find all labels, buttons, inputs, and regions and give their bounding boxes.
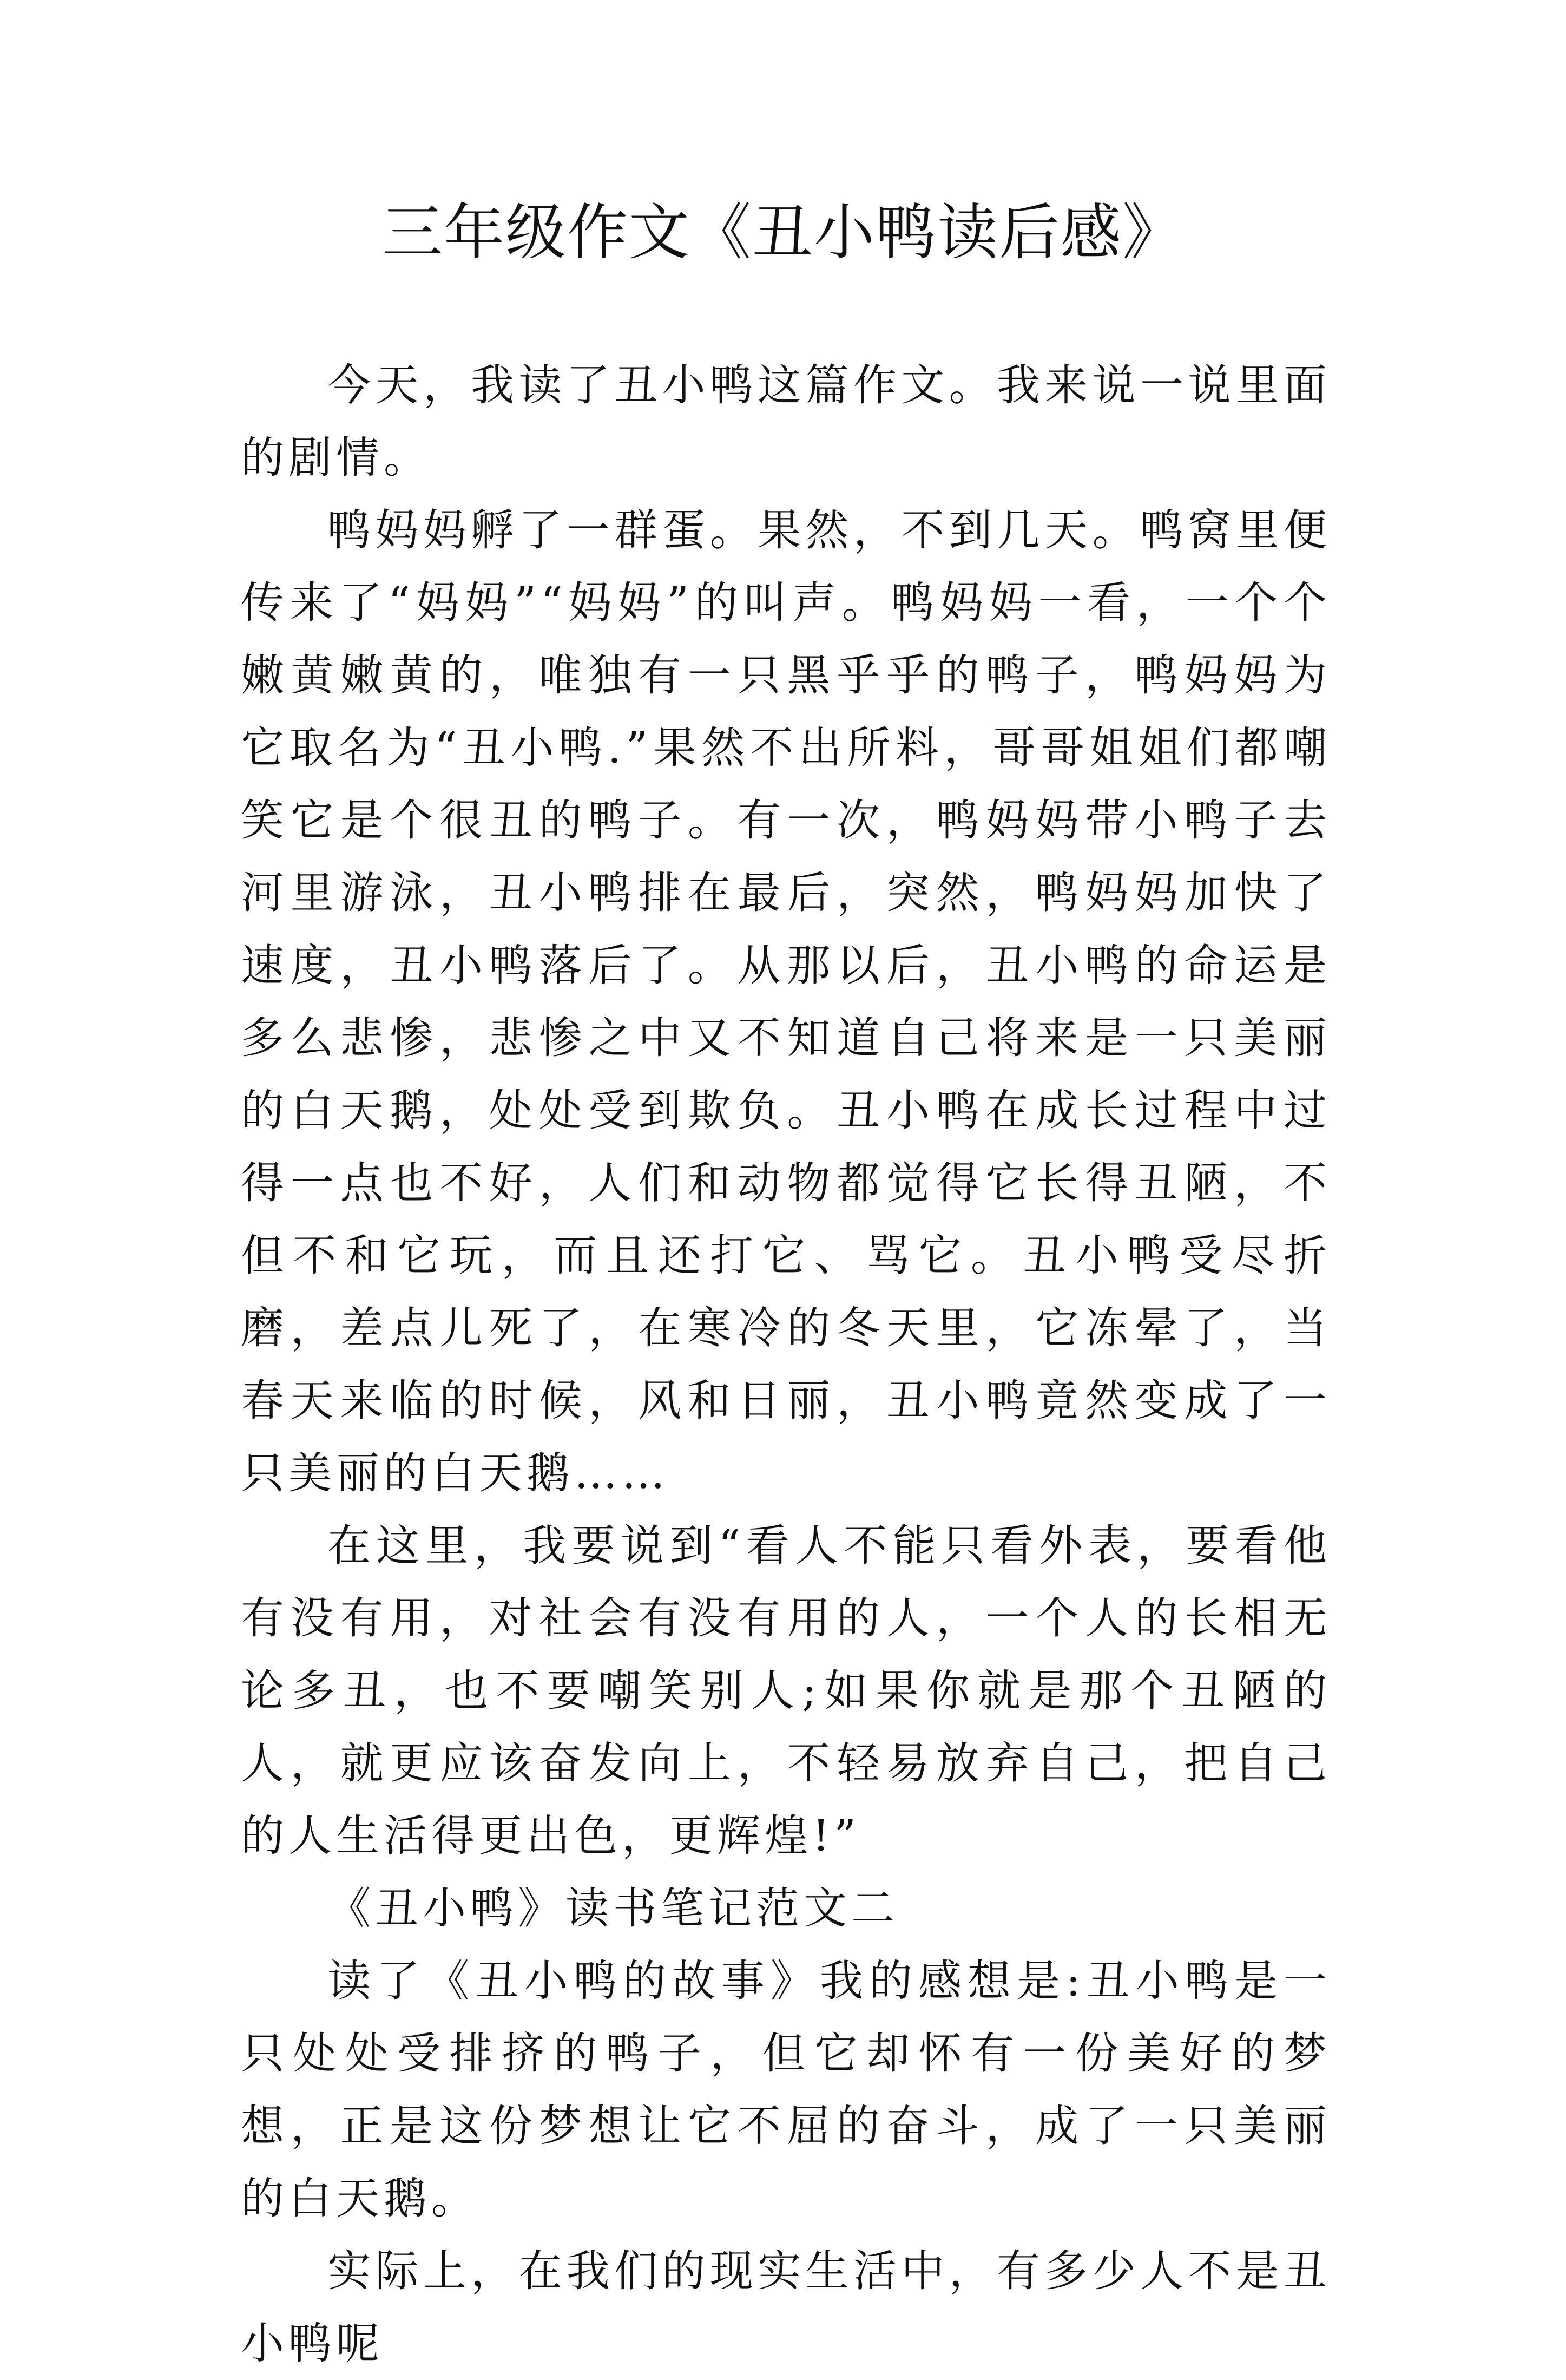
paragraph-closing: 实际上，在我们的现实生活中，有多少人不是丑小鸭呢 xyxy=(241,2246,1331,2369)
document-title: 三年级作文《丑小鸭读后感》 xyxy=(382,198,1184,268)
section-heading: 《丑小鸭》读书笔记范文二 xyxy=(327,1883,899,1933)
paragraph-lesson: 在这里，我要说到“看人不能只看外表，要看他有没有用，对社会有没有用的人，一个人的长相无论多丑，也不要嘲笑别人;如果你就是那个丑陋的人，就更应该奋发向上，不轻易放弃自己，把自己的人生活得更出色，更辉煌!” xyxy=(241,1520,1331,1861)
paragraph-reflection: 读了《丑小鸭的故事》我的感想是:丑小鸭是一只处处受排挤的鸭子，但它却怀有一份美好的梦想，正是这份梦想让它不屈的奋斗，成了一只美丽的白天鹅。 xyxy=(241,1956,1331,2224)
document-body xyxy=(241,349,1331,2380)
paragraph-story: 鸭妈妈孵了一群蛋。果然，不到几天。鸭窝里便传来了“妈妈”“妈妈”的叫声。鸭妈妈一看，一个个嫩黄嫩黄的，唯独有一只黑乎乎的鸭子，鸭妈妈为它取名为“丑小鸭.”果然不出所料，哥哥姐姐们都嘲笑它是个很丑的鸭子。有一次，鸭妈妈带小鸭子去河里游泳，丑小鸭排在最后，突然，鸭妈妈加快了速度，丑小鸭落后了。从那以后，丑小鸭的命运是多么悲惨，悲惨之中又不知道自己将来是一只美丽的白天鹅，处处受到欺负。丑小鸭在成长过程中过得一点也不好，人们和动物都觉得它长得丑陋，不但不和它玩，而且还打它、骂它。丑小鸭受尽折磨，差点儿死了，在寒冷的冬天里，它冻晕了，当春天来临的时候，风和日丽，丑小鸭竟然变成了一只美丽的白天鹅…… xyxy=(241,505,1331,1498)
paragraph-intro: 今天，我读了丑小鸭这篇作文。我来说一说里面的剧情。 xyxy=(241,360,1331,483)
